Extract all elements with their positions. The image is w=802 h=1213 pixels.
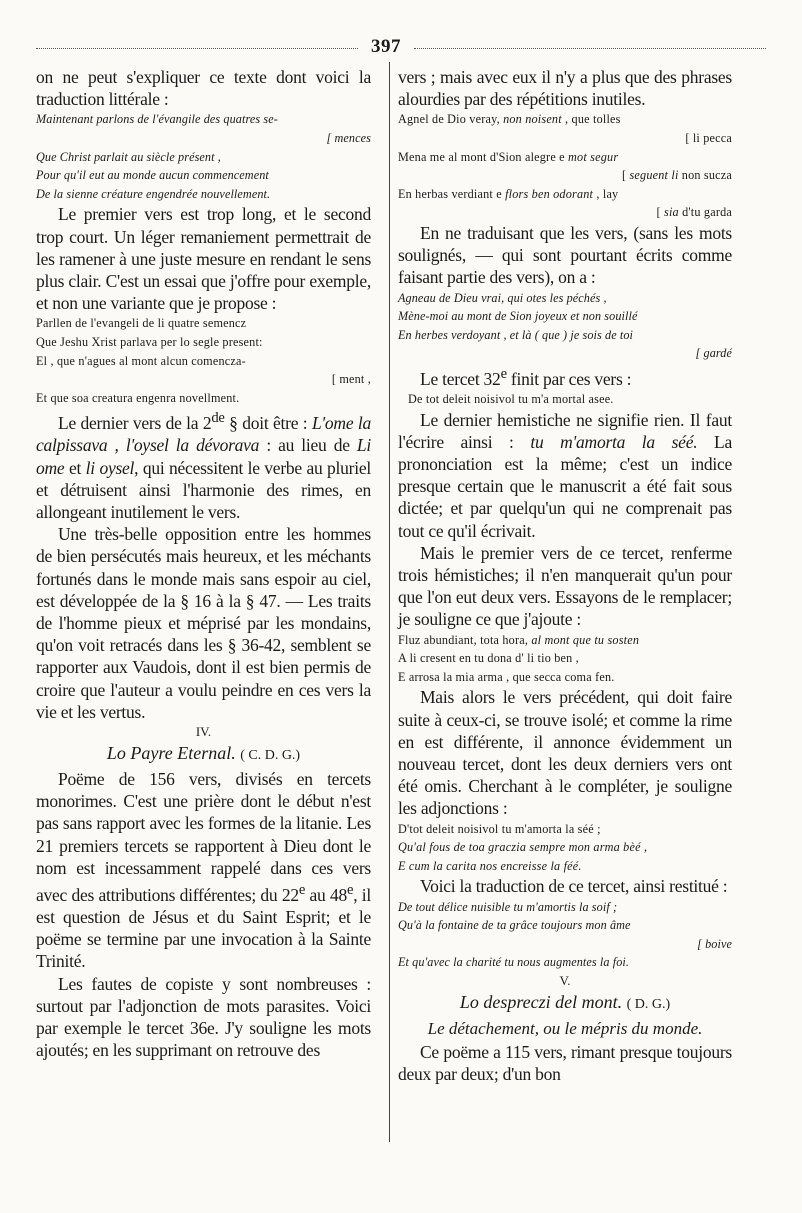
verse-line: El , que n'agues al mont alcun comencza- — [36, 353, 246, 368]
verse-occitan — [398, 110, 732, 222]
verse-line-wrap: [ sia d'tu garda — [656, 205, 732, 220]
verse-line-wrap: [ seguent li non sucza — [621, 168, 732, 183]
verse-line: Qu'al fous de toa graczia sempre mon arma bèé , — [398, 840, 648, 855]
verse-occitan — [398, 631, 732, 687]
verse-line-wrap: [ ment , — [331, 372, 371, 387]
column-divider — [389, 62, 390, 1142]
verse-line: En herbes verdoyant , et là ( que ) je sois de toi — [398, 327, 634, 342]
verse-translation — [398, 289, 732, 363]
paragraph: Le dernier hemistiche ne signifie rien. Il faut l'écrire ainsi : tu m'amorta la séé. La prononciation est la même; c'est un indice presque certain que le manuscrit a été fait sous dictée; et par quelqu'un qui ne comprenait pas tout ce qu'il écrivait. — [398, 409, 732, 541]
verse-line: De la sienne créature engendrée nouvellement. — [36, 186, 271, 201]
paragraph: Poëme de 156 vers, divisés en tercets monorimes. C'est une prière dont le début n'est pas sans rapport avec les formes de la litanie. Les 21 premiers tercets se rapportent à Dieu dont le nom est incessamment rappelé dans ces vers avec des attributions différentes; du 22e au 48e, il est question de Jésus et du Saint Esprit; et le poëme se termine par une invocation à la Sainte Trinité. — [36, 769, 371, 972]
verse-translation — [36, 110, 371, 203]
section-title: Lo despreczi del mont. ( D. G.) — [459, 991, 671, 1012]
page-number: 397 — [371, 36, 401, 57]
header-rule-right — [414, 48, 766, 49]
verse-line-wrap: [ li pecca — [685, 131, 732, 145]
verse-occitan — [36, 314, 371, 407]
paragraph: Le premier vers est trop long, et le second trop court. Un léger remaniement permettrait de les ramener à une juste mesure en rendant le sens plus clair. C'est un essai que j'offre pour exemple, et non une variante que je propose : — [36, 204, 371, 314]
verse-line: Qu'à la fontaine de ta grâce toujours mon âme — [398, 918, 631, 933]
verse-translation — [398, 898, 732, 972]
section-subtitle: Le détachement, ou le mépris du monde. — [427, 1018, 703, 1038]
verse-line: Parllen de l'evangeli de li quatre semencz — [36, 316, 247, 331]
left-column — [36, 66, 371, 1062]
section-number: V. — [559, 972, 571, 988]
verse-line: E cum la carita nos encreisse la féé. — [398, 858, 582, 873]
verse-line: Et qu'avec la charité tu nous augmentes la foi. — [398, 955, 630, 970]
paragraph: Le tercet 32e finit par ces vers : — [420, 365, 632, 389]
verse-line: En herbas verdiant e flors ben odorant , lay — [398, 186, 619, 201]
verse-line: Fluz abundiant, tota hora, al mont que tu sosten — [398, 632, 640, 647]
section-number: IV. — [195, 724, 212, 740]
paragraph: vers ; mais avec eux il n'y a plus que des phrases alourdies par des répétitions inutiles. — [398, 67, 732, 110]
verse-line: D'tot deleit noisivol tu m'amorta la séé ; — [398, 821, 601, 836]
paragraph: Mais le premier vers de ce tercet, renferme trois hémistiches; il n'en manquerait qu'un pour que l'on eut deux vers. Essayons de le remplacer; je souligne ce que j'ajoute : — [398, 542, 732, 630]
verse-line-wrap: [ mences — [326, 131, 371, 145]
verse-occitan — [398, 820, 732, 876]
right-column — [398, 66, 732, 1085]
verse-line: Et que soa creatura engenra novellment. — [36, 390, 240, 405]
verse-line: E arrosa la mia arma , que secca coma fen. — [398, 669, 615, 684]
running-header — [36, 38, 766, 60]
paragraph: on ne peut s'expliquer ce texte dont voici la traduction littérale : — [36, 67, 371, 110]
paragraph: Voici la traduction de ce tercet, ainsi restitué : — [420, 876, 728, 897]
verse-line: De tot deleit noisivol tu m'a mortal asee. — [408, 391, 614, 406]
header-rule-left — [36, 48, 358, 49]
paragraph: Les fautes de copiste y sont nombreuses : surtout par l'adjonction de mots parasites. Voici par exemple le tercet 36e. J'y souligne les mots ajoutés; en les supprimant on retrouve des — [36, 973, 371, 1061]
verse-line: Maintenant parlons de l'évangile des quatres se- — [36, 112, 278, 127]
verse-line: Pour qu'il eut au monde aucun commencement — [36, 168, 269, 183]
paragraph: Mais alors le vers précédent, qui doit faire suite à ceux-ci, se trouve isolé; et comme la rime en est différente, il annonce évidemment un nouveau tercet, dont les deux derniers vers ont été omis. Cherchant à le compléter, je souligne les adjonctions : — [398, 687, 732, 819]
verse-line: Mène-moi au mont de Sion joyeux et non souillé — [398, 309, 638, 324]
section-title: Lo Payre Eternal. ( C. D. G.) — [106, 743, 301, 764]
verse-line-wrap: [ boive — [697, 936, 732, 951]
paragraph: Le dernier vers de la 2de § doit être : L'ome la calpissava , l'oysel la dévorava : au lieu de Li ome et li oysel, qui nécessitent le verbe au pluriel et détruisent ainsi l'harmonie des rimes, en allongeant inutilement le vers. — [36, 410, 372, 522]
paragraph: En ne traduisant que les vers, (sans les mots soulignés, — qui sont pourtant écrits comme faisant partie des vers), on a : — [398, 222, 732, 288]
verse-line: Agnel de Dio veray, non noisent , que tolles — [398, 112, 621, 127]
verse-line: A li cresent en tu dona d' li tio ben , — [398, 651, 579, 666]
verse-line: Mena me al mont d'Sion alegre e mot segur — [398, 149, 619, 164]
verse-line: Que Jeshu Xrist parlava per lo segle present: — [36, 334, 263, 349]
verse-line: Agneau de Dieu vrai, qui otes les péchés , — [398, 290, 607, 305]
paragraph: Ce poëme a 115 vers, rimant presque toujours deux par deux; d'un bon — [398, 1041, 732, 1085]
verse-line: Que Christ parlait au siècle présent , — [36, 149, 221, 164]
verse-line: De tout délice nuisible tu m'amortis la soif ; — [398, 899, 618, 914]
verse-line-wrap: [ gardé — [695, 346, 732, 361]
paragraph: Une très-belle opposition entre les hommes de bien persécutés mais heureux, et les méchants fortunés dans le monde mais sans espoir au ciel, est développée de la § 16 à la § 47. — Les traits de l'homme pieux et méprisé par les mondains, qu'on voit retracés dans les § 36-42, semblent se rapporter aux Vaudois, dont il est bien permis de croire que l'auteur a voulu peindre en ces vers la vie et les vertus. — [36, 524, 371, 722]
